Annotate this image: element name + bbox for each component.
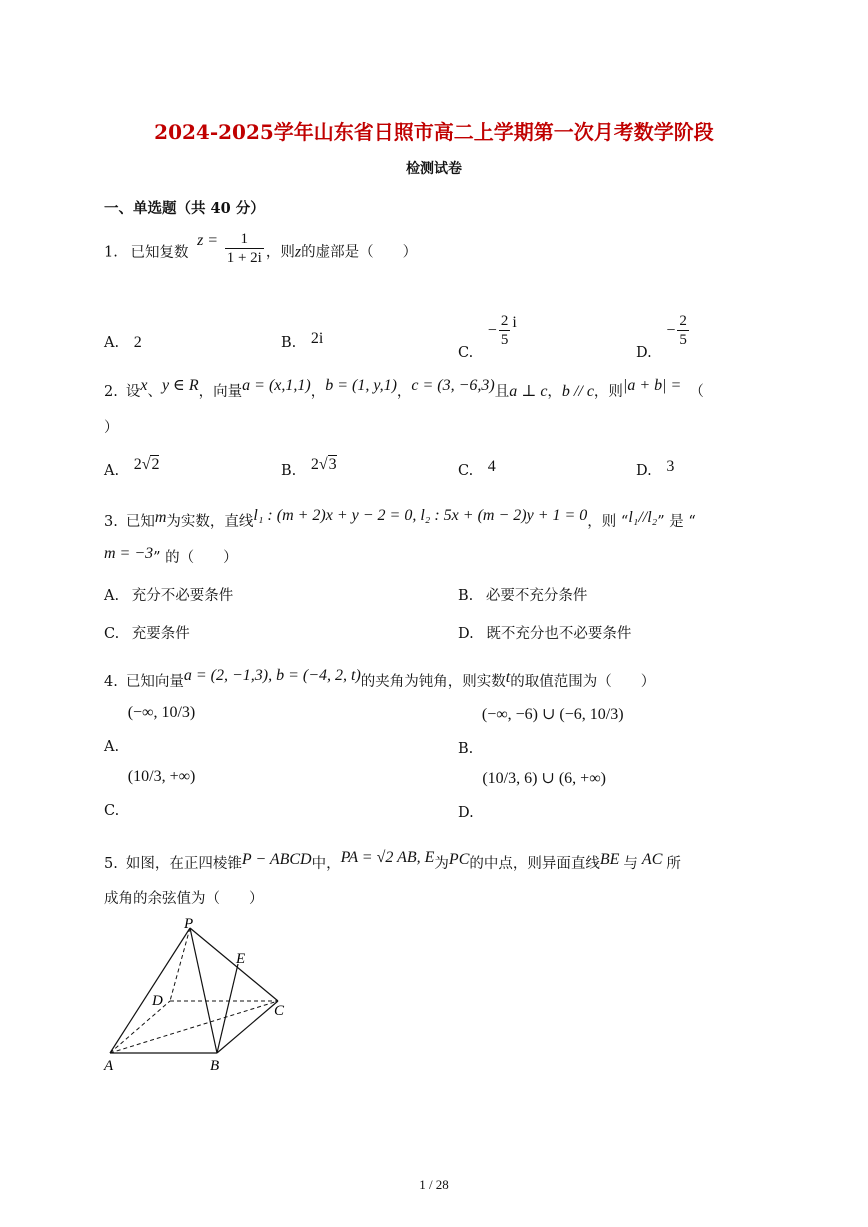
q1-number: 1. [104,244,118,261]
q2-option-a: A. 2√2 [104,456,160,479]
q4-option-a-value: (−∞, 10/3) [127,704,196,721]
label-e: E [236,951,246,967]
label-b: B [210,1058,220,1074]
question-1: 1. 已知复数 z = $\frac{1}{1 + 2i}$ ，则z的虚部是（ ） [104,231,418,266]
q4-option-b: B. (−∞, −6) ∪ (−6, 10/3) [458,706,624,757]
q2-vector-b: b = (1, y,1) [325,377,397,394]
q2-option-b: B. 2√3 [281,456,337,479]
q4-option-d-value: (10/3, 6) ∪ (6, +∞) [482,770,606,787]
q1-formula-lhs: z = [197,231,219,249]
q5-continuation: 成角的余弦值为（ ） [104,891,264,907]
question-4: 4. 已知向量a = (2, −1,3), b = (−4, 2, t)的夹角为钝角，则实数t的取值范围为（ ） [104,667,656,690]
q4-option-d: D. (10/3, 6) ∪ (6, +∞) [458,770,606,821]
diagonal-ac-hidden [110,1001,278,1053]
document-title: 2024-2025学年山东省日照市高二上学期第一次月考数学阶段 [154,120,714,144]
q1-option-b: B. 2i [281,330,324,351]
q2-vector-a: a = (x,1,1) [242,377,311,394]
q1-option-d: D. − $\frac{2}{5}$ [636,313,687,361]
q3-continuation: m = −3” 的（ ） [104,545,238,566]
label-c: C [274,1003,285,1019]
q1-option-c: C. − $\frac{2}{5}$ i [458,313,517,361]
q3-lines-formula: l₁ : (m + 2)x + y − 2 = 0, l₂ : 5x + (m − 2)y + 1 = 0 [253,507,588,524]
q1-fraction: $\frac{1}{1 + 2i}$ [226,231,262,266]
edge-pd-hidden [170,928,190,1001]
question-2: 2. 设x、y ∈ R，向量a = (x,1,1)，b = (1, y,1)，c = (3, −6,3)且a ⊥ c，b // c，则|a + b| = （ [104,377,704,400]
q2-option-c: C. 4 [458,458,496,479]
edge-bc [217,1001,278,1053]
q2-continuation: ） [104,420,119,436]
q3-option-b: B. 必要不充分条件 [458,588,588,604]
q4-vectors-formula: a = (2, −1,3), b = (−4, 2, t) [183,667,361,684]
q4-option-c-value: (10/3, +∞) [127,768,196,785]
q4-option-a: A. (−∞, 10/3) [104,704,196,755]
question-5: 5. 如图，在正四棱锥P − ABCD中，PA = √2 AB, E为PC的中点，则异面直线BE 与 AC 所 [104,849,681,872]
question-3: 3. 已知m为实数，直线l₁ : (m + 2)x + y − 2 = 0, l₂ : 5x + (m − 2)y + 1 = 0，则 “l₁//l₂” 是 “ [104,507,696,530]
section-heading: 一、单选题（共 40 分） [104,200,265,217]
q4-option-c: C. (10/3, +∞) [104,768,196,819]
label-a: A [104,1058,114,1074]
page-number: 1 / 28 [419,1177,449,1192]
label-p: P [184,916,194,932]
q1-option-a: A. 2 [104,334,142,351]
pyramid-figure [100,915,300,1075]
edge-pa [110,928,190,1053]
segment-be [217,964,238,1053]
q3-option-c: C. 充要条件 [104,626,190,642]
q3-option-d: D. 既不充分也不必要条件 [458,626,632,642]
q2-option-d: D. 3 [636,458,675,479]
q3-option-a: A. 充分不必要条件 [104,588,234,604]
q2-vector-c: c = (3, −6,3) [411,377,495,394]
q4-option-b-value: (−∞, −6) ∪ (−6, 10/3) [481,706,624,723]
label-d: D [152,993,163,1009]
document-subtitle: 检测试卷 [406,161,462,177]
